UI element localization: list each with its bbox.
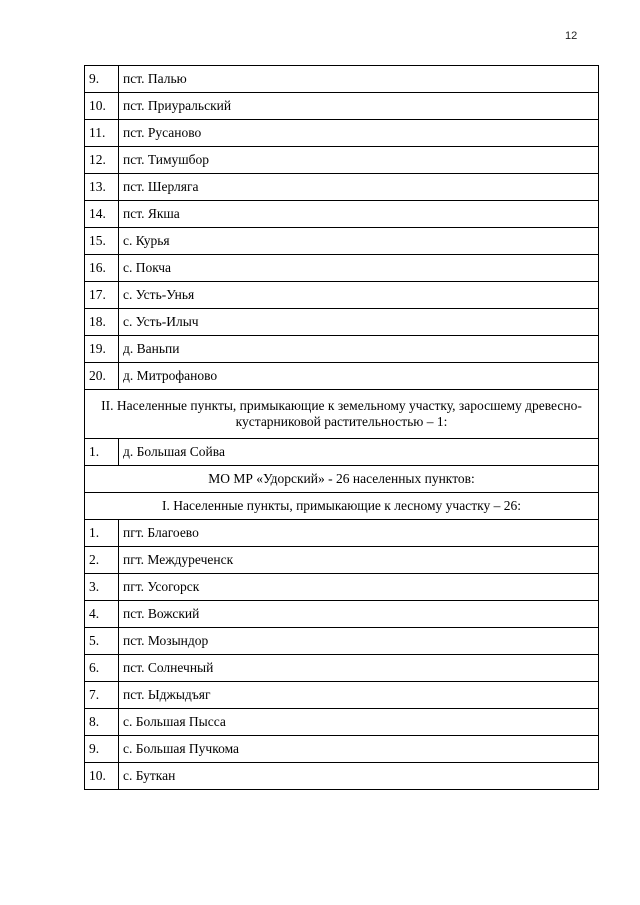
table-row [85, 228, 599, 255]
settlement-name: пст. Шерляга [119, 174, 599, 201]
table-row [85, 282, 599, 309]
settlement-name: д. Ваньпи [119, 336, 599, 363]
row-number: 17. [85, 282, 119, 309]
table-row [85, 736, 599, 763]
row-number: 6. [85, 655, 119, 682]
settlements-table [84, 65, 599, 790]
table-row [85, 709, 599, 736]
settlement-name: пст. Якша [119, 201, 599, 228]
row-number: 16. [85, 255, 119, 282]
table-row [85, 520, 599, 547]
row-number: 7. [85, 682, 119, 709]
settlement-name: пст. Ыджыдъяг [119, 682, 599, 709]
table-row [85, 547, 599, 574]
section-heading-row [85, 466, 599, 493]
table-row [85, 682, 599, 709]
settlement-name: пгт. Благоево [119, 520, 599, 547]
table-row [85, 628, 599, 655]
table-row [85, 601, 599, 628]
row-number: 9. [85, 736, 119, 763]
table-row [85, 147, 599, 174]
row-number: 12. [85, 147, 119, 174]
row-number: 4. [85, 601, 119, 628]
page-number: 12 [565, 30, 578, 42]
settlement-name: с. Усть-Унья [119, 282, 599, 309]
table-row [85, 763, 599, 790]
row-number: 20. [85, 363, 119, 390]
settlement-name: пст. Тимушбор [119, 147, 599, 174]
settlement-name: с. Большая Пысса [119, 709, 599, 736]
section-i-heading: I. Населенные пункты, примыкающие к лесному участку – 26: [85, 493, 599, 520]
settlement-name: пст. Солнечный [119, 655, 599, 682]
row-number: 2. [85, 547, 119, 574]
row-number: 3. [85, 574, 119, 601]
table-row [85, 363, 599, 390]
row-number: 8. [85, 709, 119, 736]
row-number: 18. [85, 309, 119, 336]
section-heading-row [85, 493, 599, 520]
table-row [85, 439, 599, 466]
table-row [85, 255, 599, 282]
table-row [85, 93, 599, 120]
table-row [85, 655, 599, 682]
table-row [85, 174, 599, 201]
row-number: 15. [85, 228, 119, 255]
settlement-name: с. Большая Пучкома [119, 736, 599, 763]
settlement-name: пгт. Усогорск [119, 574, 599, 601]
table-row [85, 309, 599, 336]
row-number: 19. [85, 336, 119, 363]
settlement-name: д. Митрофаново [119, 363, 599, 390]
settlement-name: с. Буткан [119, 763, 599, 790]
table-row [85, 66, 599, 93]
table-row [85, 336, 599, 363]
settlement-name: с. Курья [119, 228, 599, 255]
row-number: 10. [85, 763, 119, 790]
settlement-name: с. Усть-Илыч [119, 309, 599, 336]
municipality-heading: МО МР «Удорский» - 26 населенных пунктов: [85, 466, 599, 493]
row-number: 11. [85, 120, 119, 147]
table-row [85, 201, 599, 228]
section-ii-heading: II. Населенные пункты, примыкающие к земельному участку, заросшему древесно-кустарниковой растительностью – 1: [85, 390, 599, 439]
table-row [85, 574, 599, 601]
table-row [85, 120, 599, 147]
row-number: 1. [85, 439, 119, 466]
settlement-name: пст. Приуральский [119, 93, 599, 120]
settlement-name: пст. Мозындор [119, 628, 599, 655]
settlement-name: пст. Вожский [119, 601, 599, 628]
settlement-name: пгт. Междуреченск [119, 547, 599, 574]
row-number: 14. [85, 201, 119, 228]
settlement-name: пст. Русаново [119, 120, 599, 147]
row-number: 1. [85, 520, 119, 547]
settlement-name: пст. Палью [119, 66, 599, 93]
section-heading-row [85, 390, 599, 439]
settlement-name: д. Большая Сойва [119, 439, 599, 466]
row-number: 13. [85, 174, 119, 201]
row-number: 9. [85, 66, 119, 93]
row-number: 5. [85, 628, 119, 655]
settlement-name: с. Покча [119, 255, 599, 282]
row-number: 10. [85, 93, 119, 120]
